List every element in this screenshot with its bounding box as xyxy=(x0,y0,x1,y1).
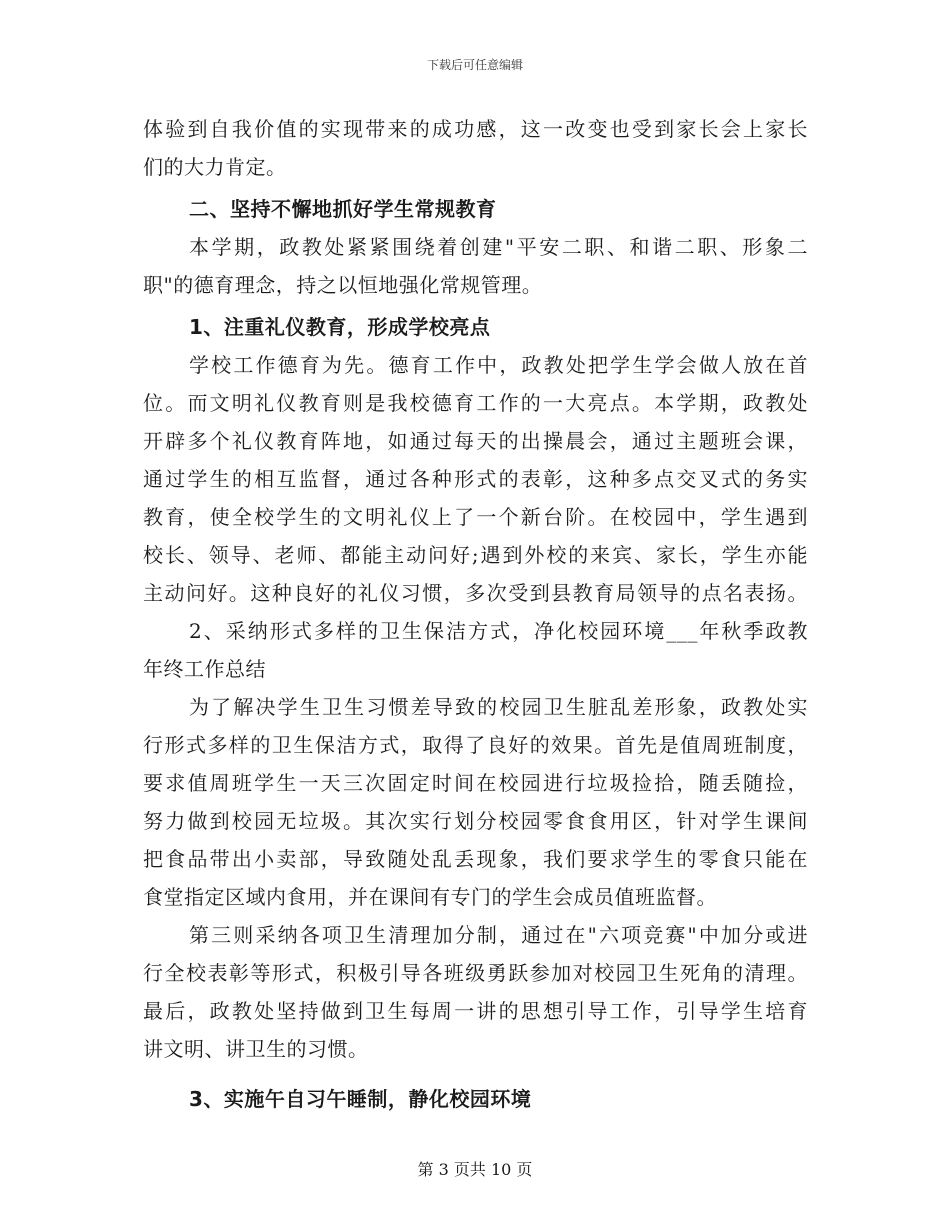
text-line: 行全校表彰等形式，积极引导各班级勇跃参加对校园卫生死角的清理。 xyxy=(143,961,808,985)
text-line: 位。而文明礼仪教育则是我校德育工作的一大亮点。本学期，政教处 xyxy=(143,391,808,415)
subsection-heading: 3、实施午自习午睡制，静化校园环境 xyxy=(189,1087,532,1111)
subsection-heading-inline: 2、采纳形式多样的卫生保洁方式，净化校园环境___年秋季政教 xyxy=(189,619,808,643)
text-line: 教育，使全校学生的文明礼仪上了一个新台阶。在校园中，学生遇到 xyxy=(143,505,808,529)
paragraph-first-line: 第三则采纳各项卫生清理加分制，通过在"六项竞赛"中加分或进 xyxy=(189,923,808,947)
document-body xyxy=(143,110,808,1118)
text-line: 校长、领导、老师、都能主动问好;遇到外校的来宾、家长，学生亦能 xyxy=(143,543,808,567)
text-line: 通过学生的相互监督，通过各种形式的表彰，这种多点交叉式的务实 xyxy=(143,467,808,491)
text-line: 主动问好。这种良好的礼仪习惯，多次受到县教育局领导的点名表扬。 xyxy=(143,581,808,605)
text-line: 努力做到校园无垃圾。其次实行划分校园零食食用区，针对学生课间 xyxy=(143,809,808,833)
subsection-heading: 1、注重礼仪教育，形成学校亮点 xyxy=(189,315,491,339)
text-line: 行形式多样的卫生保洁方式，取得了良好的效果。首先是值周班制度， xyxy=(143,733,808,757)
text-line: 开辟多个礼仪教育阵地，如通过每天的出操晨会，通过主题班会课， xyxy=(143,429,808,453)
text-line: 职"的德育理念，持之以恒地强化常规管理。 xyxy=(143,273,543,297)
paragraph-first-line: 为了解决学生卫生习惯差导致的校园卫生脏乱差形象，政教处实 xyxy=(189,695,808,719)
text-line: 讲文明、讲卫生的习惯。 xyxy=(143,1037,369,1061)
text-line: 最后，政教处坚持做到卫生每周一讲的思想引导工作，引导学生培育 xyxy=(143,999,808,1023)
text-line: 体验到自我价值的实现带来的成功感，这一改变也受到家长会上家长 xyxy=(143,117,808,141)
text-line: 食堂指定区域内食用，并在课间有专门的学生会成员值班监督。 xyxy=(143,885,717,909)
section-heading: 二、坚持不懈地抓好学生常规教育 xyxy=(189,197,497,221)
text-line: 年终工作总结 xyxy=(143,657,266,681)
page-header-note: 下载后可任意编辑 xyxy=(426,58,523,72)
text-line: 们的大力肯定。 xyxy=(143,155,287,179)
page-number-footer: 第 3 页共 10 页 xyxy=(417,1160,533,1179)
text-line: 要求值周班学生一天三次固定时间在校园进行垃圾捡拾，随丢随捡， xyxy=(143,771,808,795)
paragraph-first-line: 学校工作德育为先。德育工作中，政教处把学生学会做人放在首 xyxy=(189,353,808,377)
text-line: 把食品带出小卖部，导致随处乱丢现象，我们要求学生的零食只能在 xyxy=(143,847,808,871)
paragraph-first-line: 本学期，政教处紧紧围绕着创建"平安二职、和谐二职、形象二 xyxy=(189,235,808,259)
